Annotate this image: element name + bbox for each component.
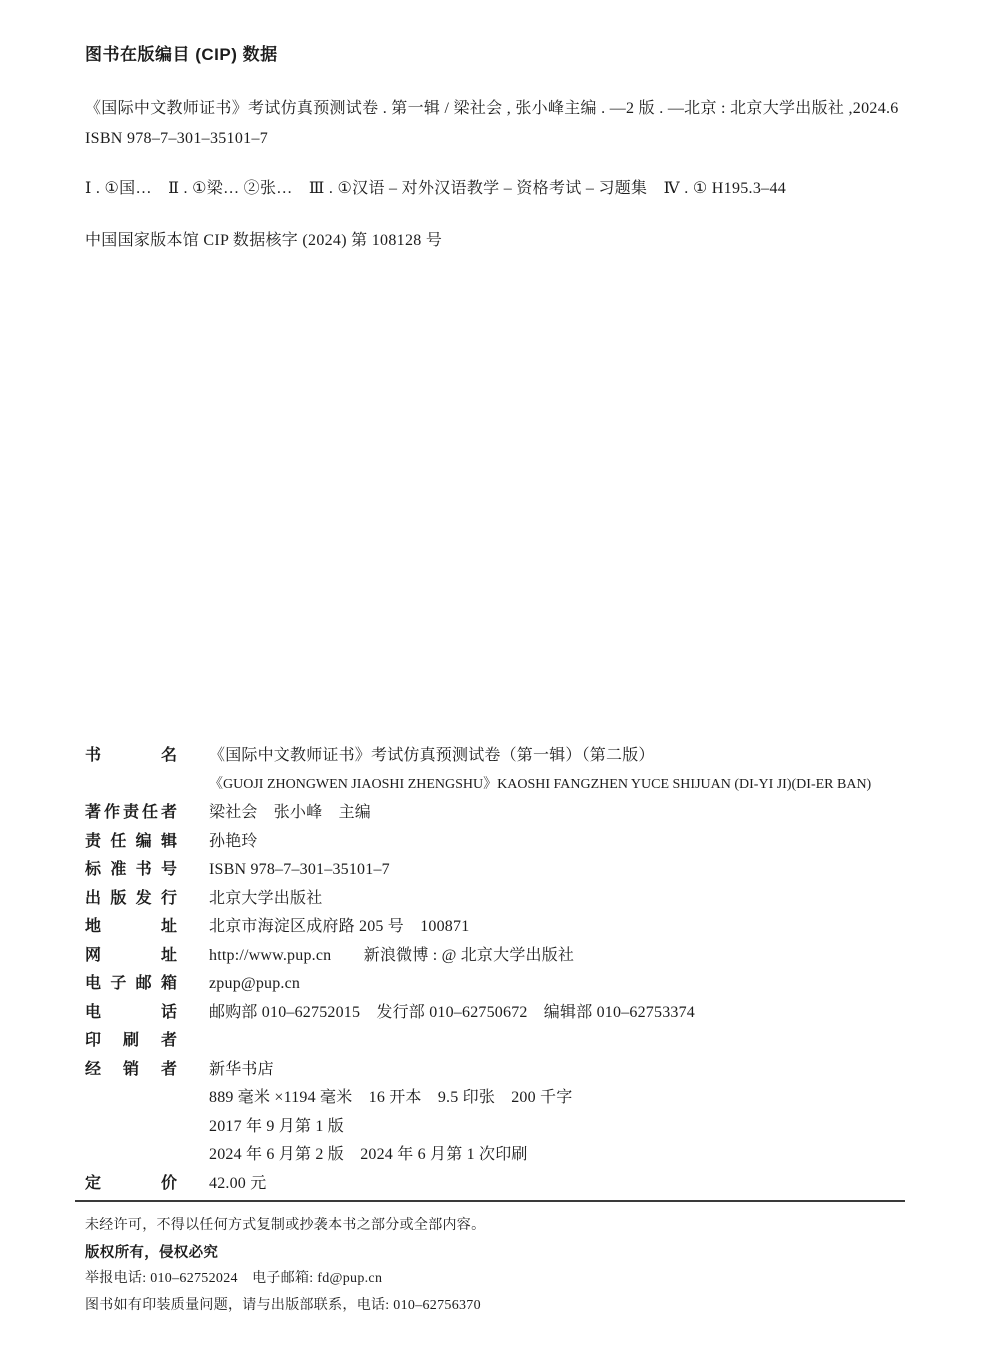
colophon-label: 印刷者 — [85, 1032, 177, 1049]
colophon-value: 2017 年 9 月第 1 版 — [209, 1117, 345, 1135]
colophon-value: 《国际中文教师证书》考试仿真预测试卷（第一辑）（第二版） — [209, 747, 655, 764]
colophon-label: 定价 — [85, 1174, 177, 1192]
colophon-label: 地址 — [85, 918, 177, 935]
colophon-row-printer — [85, 1027, 975, 1056]
colophon-label: 电子邮箱 — [85, 975, 177, 992]
colophon-label: 网址 — [85, 946, 177, 964]
cip-description — [85, 94, 975, 154]
colophon-value: 2024 年 6 月第 2 版 2024 年 6 月第 1 次印刷 — [209, 1146, 528, 1163]
quality-contact-line: 图书如有印装质量问题，请与出版部联系，电话: 010–62756370 — [85, 1297, 481, 1313]
colophon-label: 经销者 — [85, 1060, 177, 1078]
colophon-value: http://www.pup.cn 新浪微博 : @ 北京大学出版社 — [209, 946, 575, 964]
colophon-label: 标准书号 — [85, 861, 177, 878]
copyright-notice: 版权所有，侵权必究 — [85, 1244, 219, 1261]
colophon-value: 《GUOJI ZHONGWEN JIAOSHI ZHENGSHU》KAOSHI FANGZHEN YUCE SHIJUAN (DI-YI JI)(DI-ER BAN) — [209, 776, 872, 792]
colophon-row-email — [85, 970, 975, 999]
colophon-label: 责任编辑 — [85, 832, 177, 850]
colophon-row-isbn — [85, 856, 975, 885]
colophon-row-book-title-pinyin — [85, 771, 975, 800]
colophon-value: 北京市海淀区成府路 205 号 100871 — [209, 918, 470, 935]
cip-classification: Ⅰ . ①国… Ⅱ . ①梁… ②张… Ⅲ . ①汉语 – 对外汉语教学 – 资格考试 – 习题集 Ⅳ . ① H195.3–44 — [85, 180, 787, 197]
colophon-row-phone — [85, 999, 975, 1028]
cip-isbn-line: ISBN 978–7–301–35101–7 — [85, 130, 269, 147]
colophon-value: 邮购部 010–62752015 发行部 010–62750672 编辑部 010–62753374 — [209, 1003, 696, 1021]
colophon-label: 电话 — [85, 1003, 177, 1021]
colophon-label: 出版发行 — [85, 889, 177, 907]
colophon-value: 孙艳玲 — [209, 832, 258, 850]
colophon-value: 42.00 元 — [209, 1174, 267, 1192]
colophon-row-editor — [85, 828, 975, 857]
colophon-row-publisher — [85, 885, 975, 914]
colophon-row-book-title — [85, 742, 975, 771]
cip-header: 图书在版编目 (CIP) 数据 — [85, 45, 278, 64]
divider-rule — [75, 1200, 905, 1202]
colophon-value: 889 毫米 ×1194 毫米 16 开本 9.5 印张 200 千字 — [209, 1089, 573, 1106]
colophon-table — [85, 742, 975, 1198]
colophon-row-format — [85, 1084, 975, 1113]
colophon-value: ISBN 978–7–301–35101–7 — [209, 861, 390, 878]
colophon-label: 著作责任者 — [85, 804, 177, 821]
cip-description-line: 《国际中文教师证书》考试仿真预测试卷 . 第一辑 / 梁社会 , 张小峰主编 . —2 版 . —北京 : 北京大学出版社 ,2024.6 — [85, 100, 899, 117]
colophon-value: 北京大学出版社 — [209, 889, 323, 907]
colophon-row-authors — [85, 799, 975, 828]
report-contact-line: 举报电话: 010–62752024 电子邮箱: fd@pup.cn — [85, 1271, 383, 1286]
colophon-row-price — [85, 1170, 975, 1199]
colophon-value: 新华书店 — [209, 1060, 274, 1078]
footer-notices — [85, 1213, 975, 1319]
cip-record-number: 中国国家版本馆 CIP 数据核字 (2024) 第 108128 号 — [85, 232, 443, 249]
no-copy-notice: 未经许可，不得以任何方式复制或抄袭本书之部分或全部内容。 — [85, 1218, 486, 1233]
colophon-row-first-edition — [85, 1113, 975, 1142]
colophon-row-website — [85, 942, 975, 971]
colophon-value: 梁社会 张小峰 主编 — [209, 804, 372, 821]
colophon-row-distributor — [85, 1056, 975, 1085]
colophon-value: zpup@pup.cn — [209, 975, 301, 992]
colophon-row-second-edition — [85, 1141, 975, 1170]
colophon-row-address — [85, 913, 975, 942]
colophon-label: 书名 — [85, 747, 177, 764]
